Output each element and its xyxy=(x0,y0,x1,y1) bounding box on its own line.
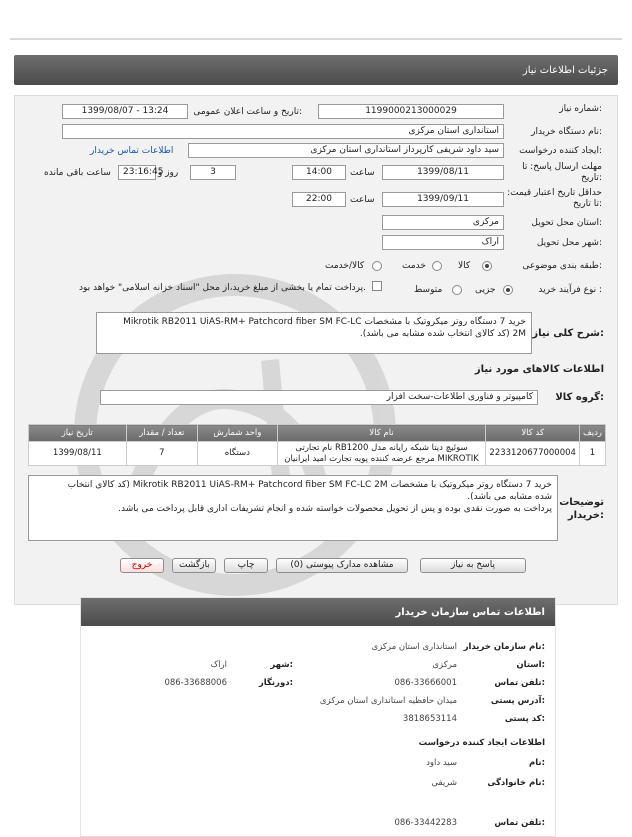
col-qty: تعداد / مقدار xyxy=(126,425,197,442)
purchase-radio-minor[interactable] xyxy=(503,285,513,295)
validity-time-field: 22:00 xyxy=(292,192,346,207)
remaining-label: ساعت باقی مانده xyxy=(44,168,111,178)
creator-field: سید داود شریفی کارپرداز استانداری استان مرکزی xyxy=(188,143,504,158)
remaining-time-field: 23:16:45 xyxy=(118,165,156,180)
cell-date: 1399/08/11 xyxy=(29,442,127,466)
cell-name xyxy=(277,442,486,466)
goods-group-label: گروه کالا: xyxy=(555,392,604,403)
description-line-1: خرید 7 دستگاه روتر میکروتیک با مشخصات Mikrotik RB2011 UiAS-RM+ Patchcord fiber SM FC-LC xyxy=(123,317,526,327)
contact-phone-value: 086-33666001 xyxy=(394,678,457,688)
contact-fax-label: دورنگار: xyxy=(258,678,293,688)
contact-fax-value: 086-33688006 xyxy=(164,678,227,688)
buyer-field: استانداری استان مرکزی xyxy=(62,124,504,139)
reply-button[interactable]: پاسخ به نیاز xyxy=(420,558,526,573)
creator-phone-label: تلفن تماس: xyxy=(494,818,545,828)
col-unit: واحد شمارش xyxy=(198,425,278,442)
need-number-label: شماره نیاز: xyxy=(559,104,602,114)
description-textarea xyxy=(96,312,532,354)
province-field: مرکزی xyxy=(382,215,504,230)
purchase-option-medium: متوسط xyxy=(414,285,443,295)
creator-label: ایجاد کننده درخواست: xyxy=(519,146,602,156)
contact-postal-value: 3818653114 xyxy=(402,714,457,724)
category-radio-service[interactable] xyxy=(432,261,442,271)
contact-province-value: مرکزی xyxy=(432,660,457,670)
cell-unit: دستگاه xyxy=(198,442,278,466)
attachments-button[interactable]: مشاهده مدارک پیوستی (0) xyxy=(276,558,408,573)
description-line-2: 2M (کد کالای انتخاب شده مشابه می باشد). xyxy=(359,329,526,339)
creator-phone-value: 086-33442283 xyxy=(394,818,457,828)
buyer-contact-box xyxy=(80,597,556,837)
purchase-option-minor: جزیی xyxy=(475,285,496,295)
buyer-label: نام دستگاه خریدار: xyxy=(531,127,602,137)
deadline-label: مهلت ارسال پاسخ: تا تاریخ: xyxy=(522,162,602,183)
goods-table xyxy=(28,424,606,466)
page-title: جزئیات اطلاعات نیاز xyxy=(522,64,608,76)
creator-family-label: نام خانوادگی: xyxy=(487,778,545,788)
treasury-payment-checkbox[interactable] xyxy=(372,281,382,291)
category-option-service: خدمت xyxy=(402,261,426,271)
cell-row: 1 xyxy=(579,442,605,466)
contact-address-label: آدرس پستی: xyxy=(490,696,545,706)
buyer-contact-link[interactable]: اطلاعات تماس خریدار xyxy=(90,146,174,156)
contact-city-value: اراک xyxy=(210,660,227,670)
days-count-field: 3 xyxy=(190,165,236,180)
creator-name-label: نام: xyxy=(528,758,545,768)
deadline-hour-label: ساعت xyxy=(350,168,375,178)
contact-phone-label: تلفن تماس: xyxy=(494,678,545,688)
goods-section-title: اطلاعات کالاهای مورد نیاز xyxy=(474,364,604,375)
col-row: ردیف xyxy=(579,425,605,442)
category-radio-goods[interactable] xyxy=(482,261,492,271)
days-label: روز و xyxy=(158,168,179,178)
col-name: نام کالا xyxy=(277,425,486,442)
contact-org-label: نام سازمان خریدار: xyxy=(463,642,545,652)
goods-group-field: کامپیوتر و فناوری اطلاعات-سخت افزار xyxy=(100,390,538,405)
print-button[interactable]: چاپ xyxy=(224,558,268,573)
description-label: شرح کلی نیاز: xyxy=(532,328,604,339)
deadline-time-field: 14:00 xyxy=(292,165,346,180)
category-option-goods: کالا xyxy=(458,261,471,271)
cell-name-line-2: MIKROTIK مرجع عرضه کننده پویه تجارت امید ایرانیان xyxy=(284,453,479,464)
category-radio-both[interactable] xyxy=(372,261,382,271)
contact-province-label: استان: xyxy=(516,660,545,670)
contact-address-value: میدان حافظیه استانداری استان مرکزی xyxy=(319,696,457,706)
page-header xyxy=(14,55,618,85)
contact-org-value: استانداری استان مرکزی xyxy=(371,642,457,652)
goods-table-header xyxy=(29,425,606,442)
col-code: کد کالا xyxy=(486,425,580,442)
buyer-notes-label: توضیحات خریدار: xyxy=(559,497,604,521)
announce-label: تاریخ و ساعت اعلان عمومی: xyxy=(193,107,302,117)
city-label: شهر محل تحویل: xyxy=(536,238,602,248)
contact-title: اطلاعات تماس سازمان خریدار xyxy=(395,606,545,618)
announce-field: 1399/08/07 - 13:24 xyxy=(62,104,188,119)
contact-city-label: شهر: xyxy=(270,660,293,670)
validity-date-field: 1399/09/11 xyxy=(382,192,504,207)
creator-section-title: اطلاعات ایجاد کننده درخواست xyxy=(418,738,545,748)
contact-postal-label: کد پستی: xyxy=(504,714,545,724)
buyer-notes-textarea xyxy=(28,475,558,541)
province-label: استان محل تحویل: xyxy=(531,218,602,228)
top-divider xyxy=(10,38,622,40)
col-date: تاریخ نیاز xyxy=(29,425,127,442)
creator-name-value: سید داود xyxy=(426,758,457,768)
city-field: اراک xyxy=(382,235,504,250)
category-option-both: کالا/خدمت xyxy=(325,261,365,271)
buyer-notes-line-3: پرداخت به صورت نقدی بوده و پس از تحویل محصولات خواسته شده و انجام تشریفات اداری قابل پرداخت می باشد. xyxy=(118,504,552,514)
contact-header xyxy=(81,598,555,626)
cell-name-line-1: سوئیچ دیتا شبکه رایانه مدل RB1200 نام تجارتی xyxy=(295,442,468,453)
cell-code: 2233120677000004 xyxy=(486,442,580,466)
category-label: طبقه بندی موضوعی: xyxy=(522,261,602,271)
cell-qty: 7 xyxy=(126,442,197,466)
table-row xyxy=(29,442,606,466)
exit-button[interactable]: خروج xyxy=(120,558,164,573)
creator-family-value: شریفی xyxy=(431,778,457,788)
purchase-radio-medium[interactable] xyxy=(452,285,462,295)
purchase-type-label: نوع فرآیند خرید : xyxy=(538,285,602,295)
buyer-notes-line-2: شده مشابه می باشد). xyxy=(467,492,552,502)
validity-hour-label: ساعت xyxy=(350,195,375,205)
deadline-date-field: 1399/08/11 xyxy=(382,165,504,180)
validity-label: حداقل تاریخ اعتبار قیمت: تا تاریخ: xyxy=(507,188,602,209)
back-button[interactable]: بازگشت xyxy=(172,558,216,573)
buyer-notes-line-1: خرید 7 دستگاه روتر میکروتیک با مشخصات Mikrotik RB2011 UiAS-RM+ Patchcord fiber SM FC-LC 2M (کد کالای انتخاب xyxy=(67,480,552,490)
treasury-payment-note: پرداخت تمام یا بخشی از مبلغ خرید،از محل "اسناد خزانه اسلامی" خواهد بود. xyxy=(78,283,366,293)
need-number-field: 1199000213000029 xyxy=(318,104,504,119)
